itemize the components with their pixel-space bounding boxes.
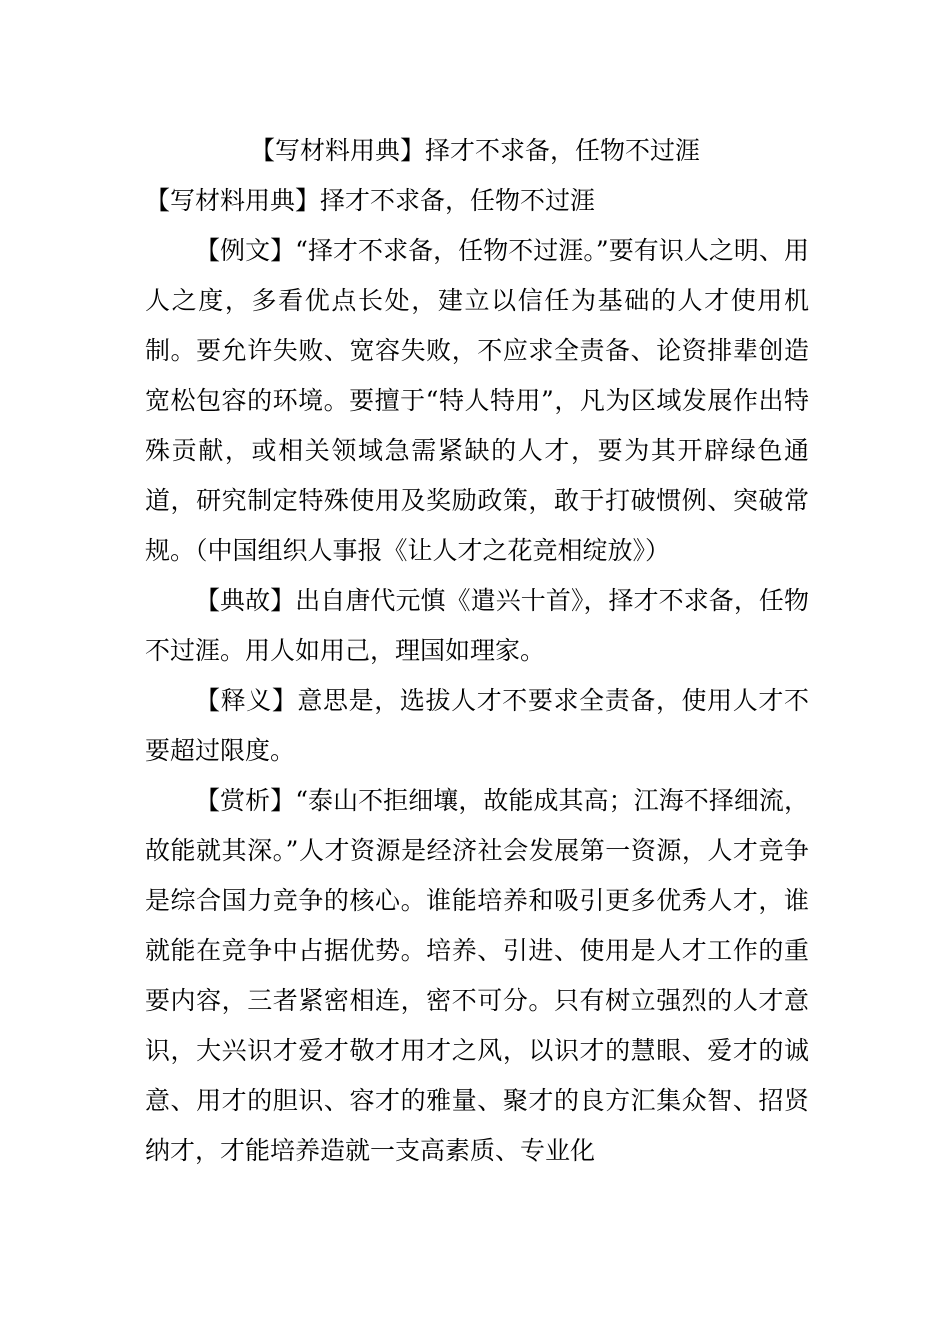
document-subtitle: 【写材料用典】择才不求备，任物不过涯: [145, 186, 596, 215]
paragraph-meaning: 【释义】意思是，选拔人才不要求全责备，使用人才不要超过限度。: [145, 686, 809, 765]
paragraph-example: 【例文】“择才不求备，任物不过涯。”要有识人之明、用人之度，多看优点长处，建立以信任为基础的人才使用机制。要允许失败、宽容失败，不应求全责备、论资排辈创造宽松包容的环境。要擅于“特人特用”，凡为区域发展作出特殊贡献，或相关领域急需紧缺的人才，要为其开辟绿色通道，研究制定特殊使用及奖励政策，敢于打破惯例、突破常规。（中国组织人事报《让人才之花竞相绽放》）: [145, 236, 809, 565]
document-body: [145, 226, 809, 1176]
document-title: 【写材料用典】择才不求备，任物不过涯: [249, 136, 700, 165]
paragraph-appreciation: 【赏析】“泰山不拒细壤，故能成其高；江海不择细流，故能就其深。”人才资源是经济社会发展第一资源，人才竞争是综合国力竞争的核心。谁能培养和吸引更多优秀人才，谁就能在竞争中占据优势。培养、引进、使用是人才工作的重要内容，三者紧密相连，密不可分。只有树立强烈的人才意识，大兴识才爱才敬才用才之风，以识才的慧眼、爱才的诚意、用才的胆识、容才的雅量、聚才的良方汇集众智、招贤纳才，才能培养造就一支高素质、专业化: [145, 786, 809, 1165]
paragraph-allusion: 【典故】出自唐代元慎《遣兴十首》，择才不求备，任物不过涯。用人如用己，理国如理家。: [145, 586, 809, 665]
